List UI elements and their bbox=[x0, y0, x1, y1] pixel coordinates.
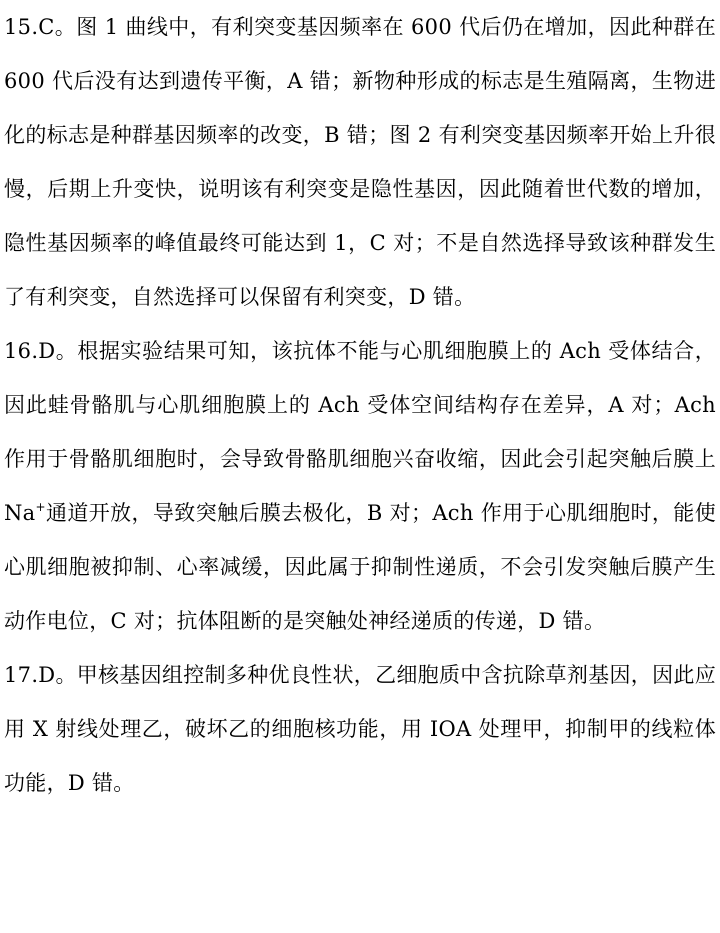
answer-15-text: 15.C。图 1 曲线中，有利突变基因频率在 600 代后仍在增加，因此种群在 600 代后没有达到遗传平衡，A 错；新物种形成的标志是生殖隔离，生物进化的标志是种群基因频率的改变，B 错；图 2 有利突变基因频率开始上升很慢，后期上升变快，说明该有利突变是隐性基因，因此随着世代数的增加，隐性基因频率的峰值最终可能达到 1，C 对；不是自然选择导致该种群发生了有利突变，自然选择可以保留有利突变，D 错。 bbox=[4, 15, 716, 309]
answer-16-paragraph bbox=[4, 324, 716, 648]
answer-17-text: 17.D。甲核基因组控制多种优良性状，乙细胞质中含抗除草剂基因，因此应用 X 射线处理乙，破坏乙的细胞核功能，用 IOA 处理甲，抑制甲的线粒体功能，D 错。 bbox=[4, 663, 716, 795]
answer-15-paragraph bbox=[4, 0, 716, 324]
answer-16-text-part2: 通道开放，导致突触后膜去极化，B 对；Ach 作用于心肌细胞时，能使心肌细胞被抑制、心率减缓，因此属于抑制性递质，不会引发突触后膜产生动作电位，C 对；抗体阻断的是突触处神经递质的传递，D 错。 bbox=[4, 501, 716, 633]
sodium-charge-superscript: + bbox=[35, 500, 46, 514]
answer-17-paragraph bbox=[4, 648, 716, 810]
answer-16-text-part1: 16.D。根据实验结果可知，该抗体不能与心肌细胞膜上的 Ach 受体结合，因此蛙骨骼肌与心肌细胞膜上的 Ach 受体空间结构存在差异，A 对；Ach 作用于骨骼肌细胞时，会导致骨骼肌细胞兴奋收缩，因此会引起突触后膜上 Na bbox=[4, 339, 716, 525]
